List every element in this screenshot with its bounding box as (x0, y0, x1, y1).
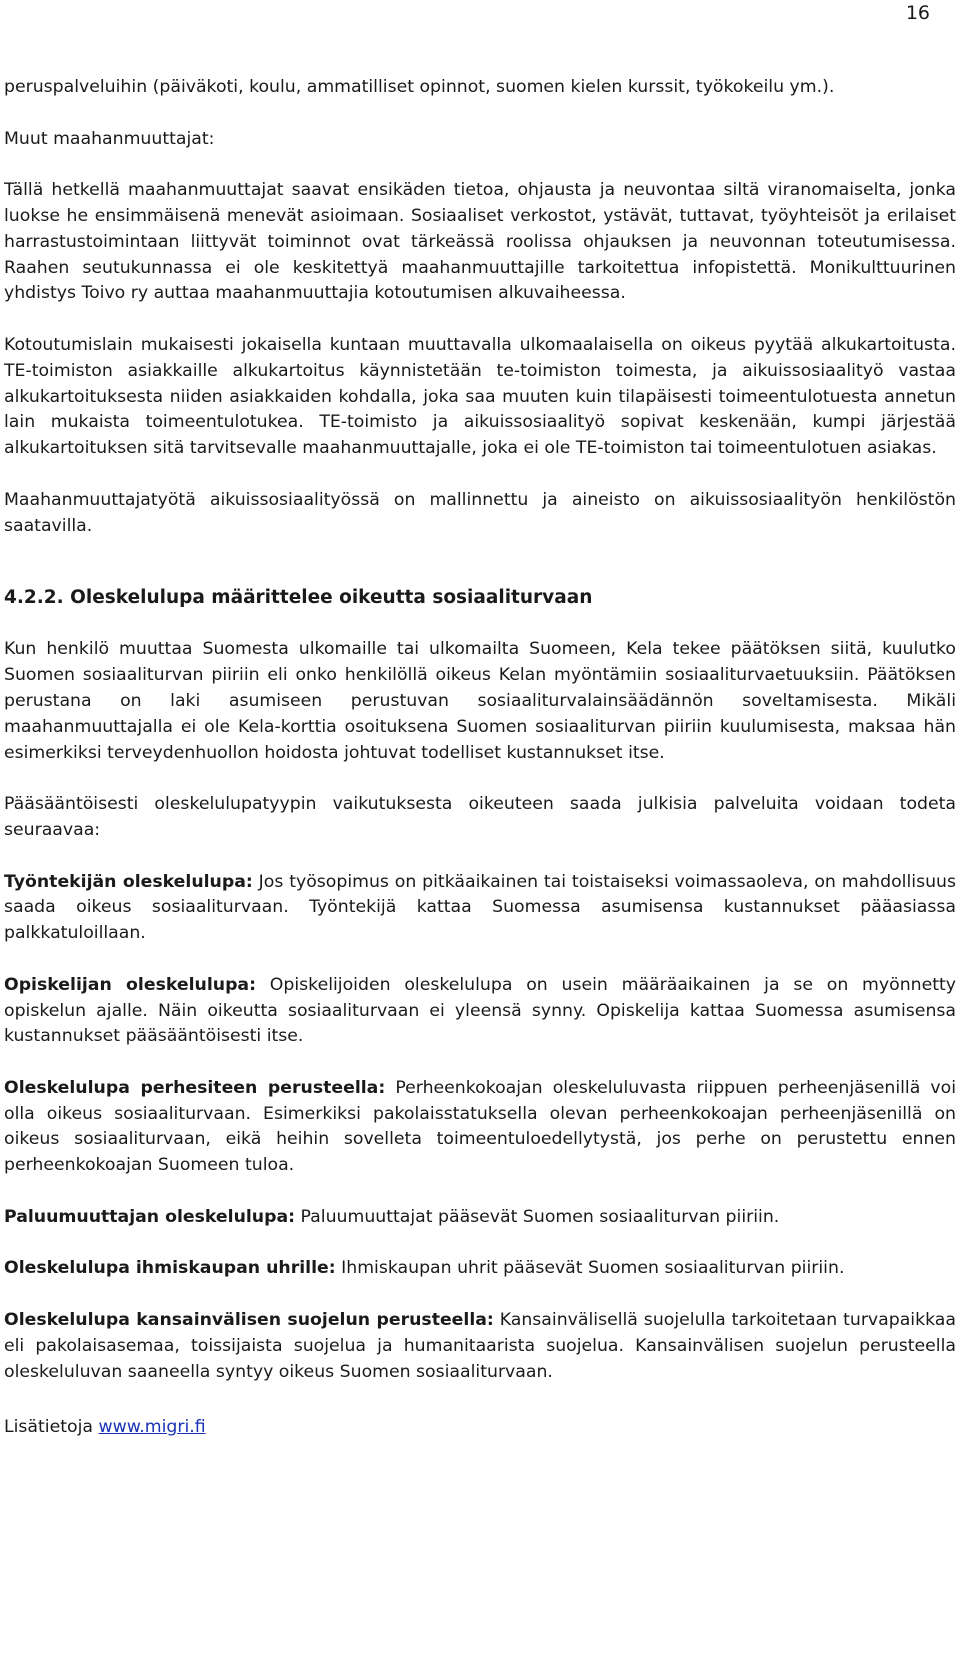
paragraph: Kun henkilö muuttaa Suomesta ulkomaille tai ulkomailta Suomeen, Kela tekee päätöksen siitä, kuulutko Suomen sosiaaliturvan piiriin eli onko henkilöllä oikeus Kelan myöntämiin sosiaaliturvaetuuksiin. Päätöksen perustana on laki asumiseen perustuvan sosiaaliturvalainsäädännön soveltamisesta. Mikäli maahanmuuttajalla ei ole Kela-korttia osoituksena Suomen sosiaaliturvan piiriin kuulumisesta, maksaa hän esimerkiksi terveydenhuollon hoidosta johtuvat todelliset kustannukset itse. (4, 639, 956, 763)
paragraph: Pääsääntöisesti oleskelulupatyypin vaikutuksesta oikeuteen saada julkisia palveluita voidaan todeta seuraavaa: (4, 794, 956, 840)
document-body (4, 75, 956, 1441)
page-number: 16 (905, 2, 930, 24)
permit-text: Kansainvälisellä suojelulla tarkoitetaan turvapaikkaa eli pakolaisasemaa, toissijaista suojelua ja humanitaarista suojelua. Kansainvälisen suojelun perusteella oleskeluluvan saaneella syntyy oikeus Suomen sosiaaliturvaan. (4, 1310, 956, 1382)
permit-item (4, 1256, 956, 1282)
permit-item (4, 1076, 956, 1179)
permit-term: Paluumuuttajan oleskelulupa: (4, 1206, 296, 1227)
permit-item (4, 870, 956, 947)
migri-link[interactable]: www.migri.fi (98, 1417, 206, 1438)
permit-item (4, 973, 956, 1050)
permit-term: Opiskelijan oleskelulupa: (4, 974, 257, 995)
permit-item (4, 1205, 956, 1231)
paragraph: Maahanmuuttajatyötä aikuissosiaalityössä on mallinnettu ja aineisto on aikuissosiaalityön henkilöstön saatavilla. (4, 489, 956, 536)
paragraph: Kotoutumislain mukaisesti jokaisella kuntaan muuttavalla ulkomaalaisella on oikeus pyytää alkukartoitusta. TE-toimiston asiakkaille alkukartoitus käynnistetään te-toimiston toimesta, ja aikuissosiaalityö vastaa alkukartoituksesta niiden asiakkaiden kohdalla, joka saa muuten kuin tilapäisesti toimeentulotuesta annetun lain mukaista toimeentulotukea. TE-toimisto ja aikuissosiaalityö sopivat keskenään, kumpi järjestää alkukartoituksen sitä tarvitsevalle maahanmuuttajalle, joka ei ole TE-toimiston tai toimeentulotuen asiakas. (4, 334, 956, 459)
permit-item (4, 1308, 956, 1385)
footer-note (4, 1415, 956, 1441)
section-label: Muut maahanmuuttajat: (4, 128, 215, 149)
intro-line: peruspalveluihin (päiväkoti, koulu, ammatilliset opinnot, suomen kielen kurssit, työkokeilu ym.). (4, 77, 835, 97)
permit-text: Perheenkokoajan oleskeluluvasta riippuen perheenjäsenillä voi olla oikeus sosiaaliturvaan. Esimerkiksi pakolaisstatuksella olevan perheenkokoajan perheenjäsenillä on oikeus sosiaaliturvaan, eikä heihin sovelleta toimeentuloedellytystä, jos perhe on perustettu ennen perheenkokoajan Suomeen tuloa. (4, 1077, 956, 1176)
section-heading: 4.2.2. Oleskelulupa määrittelee oikeutta sosiaaliturvaan (4, 587, 593, 609)
permit-term: Oleskelulupa perhesiteen perusteella: (4, 1077, 386, 1098)
footer-prefix: Lisätietoja (4, 1417, 99, 1438)
paragraph: Tällä hetkellä maahanmuuttajat saavat ensikäden tietoa, ohjausta ja neuvontaa siltä viranomaiselta, jonka luokse he ensimmäisenä menevät asioimaan. Sosiaaliset verkostot, ystävät, tuttavat, työyhteisöt ja erilaiset harrastustoimintaan liittyvät toiminnot ovat tärkeässä roolissa ohjauksen ja neuvonnan toteutumisessa. Raahen seutukunnassa ei ole keskitettyä maahanmuuttajille tarkoitettua infopistettä. Monikulttuurinen yhdistys Toivo ry auttaa maahanmuuttajia kotoutumisen alkuvaiheessa. (4, 180, 956, 304)
permit-text: Ihmiskaupan uhrit pääsevät Suomen sosiaaliturvan piiriin. (335, 1258, 845, 1279)
permit-term: Oleskelulupa ihmiskaupan uhrille: (4, 1258, 336, 1279)
permit-text: Paluumuuttajat pääsevät Suomen sosiaaliturvan piiriin. (295, 1206, 780, 1227)
permit-term: Työntekijän oleskelulupa: (4, 871, 253, 892)
permit-term: Oleskelulupa kansainvälisen suojelun perusteella: (4, 1310, 494, 1331)
permit-text: Opiskelijoiden oleskelulupa on usein määräaikainen ja se on myönnetty opiskelun ajalle. Näin oikeutta sosiaaliturvaan ei yleensä synny. Opiskelija kattaa Suomessa asumisensa kustannukset pääsääntöisesti itse. (4, 974, 957, 1047)
permit-text: Jos työsopimus on pitkäaikainen tai toistaiseksi voimassaoleva, on mahdollisuus saada oikeus sosiaaliturvaan. Työntekijä kattaa Suomessa asumisensa kustannukset pääasiassa palkkatuloillaan. (4, 871, 956, 944)
